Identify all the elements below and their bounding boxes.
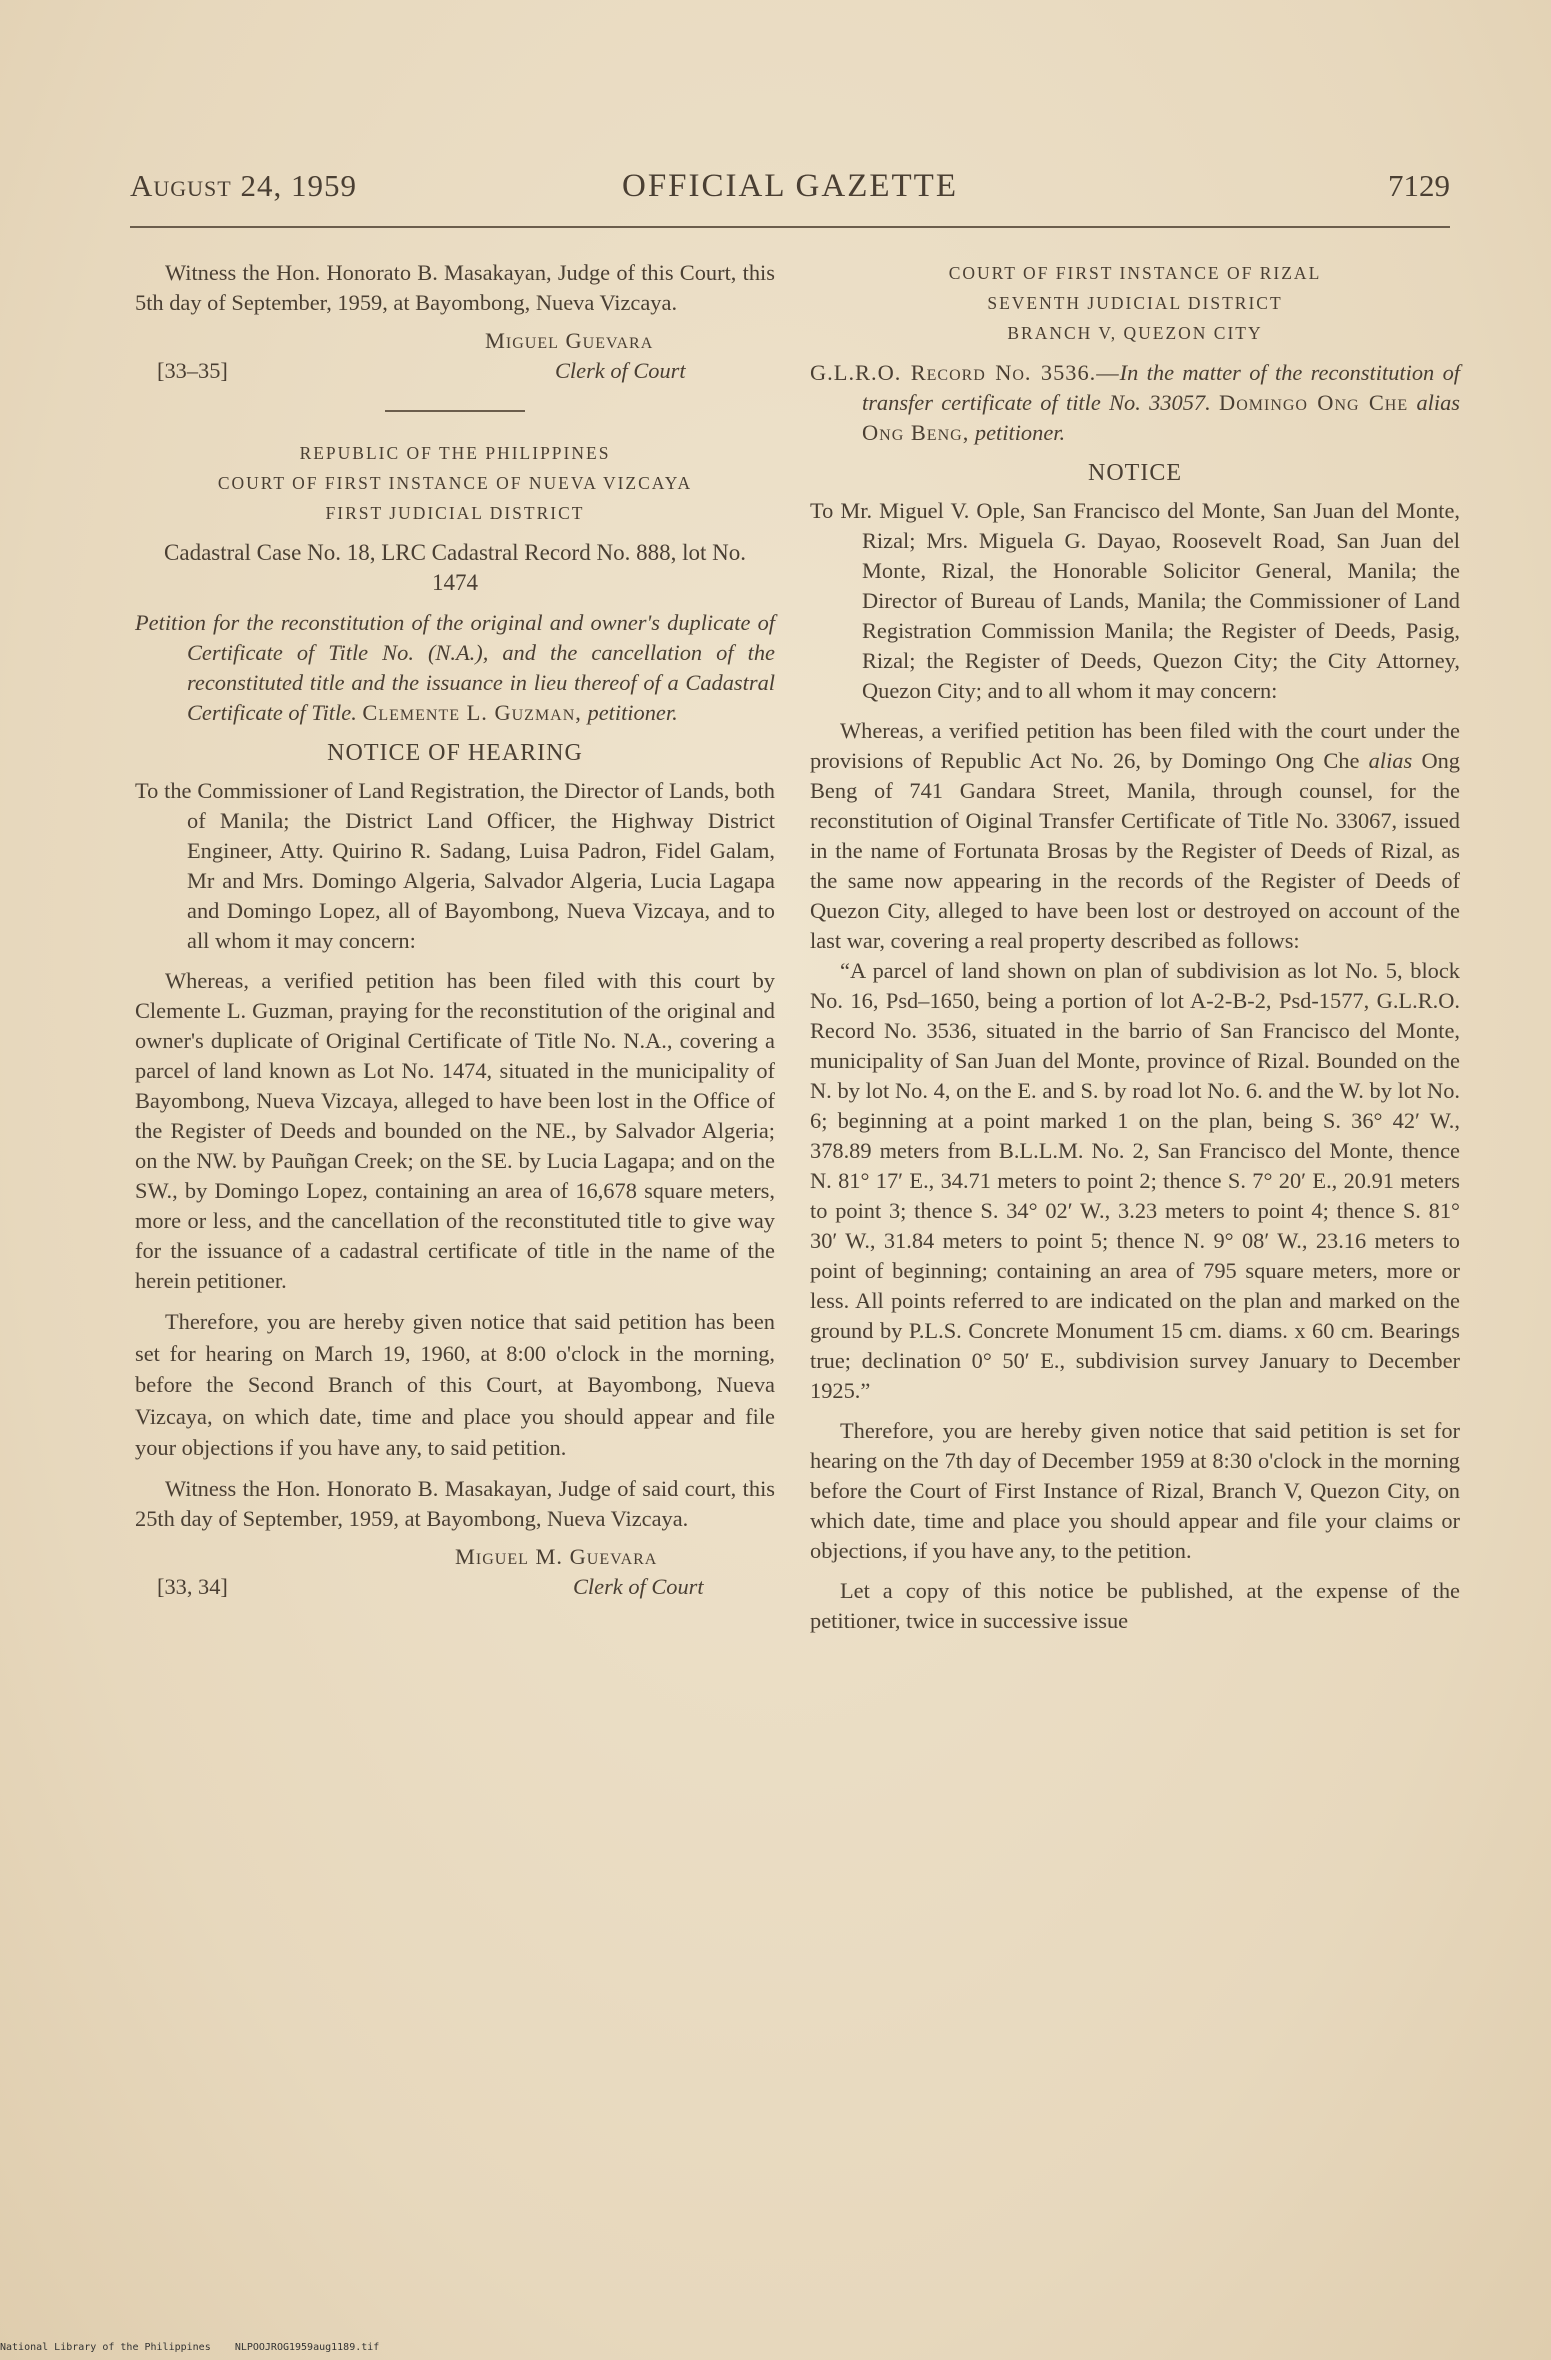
header-date: August 24, 1959 bbox=[130, 168, 357, 203]
parcel-description: “A parcel of land shown on plan of subdivision as lot No. 5, block No. 16, Psd–1650, being a portion of lot A-2-B-2, Psd-1577, G.L.R.O. Record No. 3536, situated in the barrio of San Francisco del Monte, municipality of San Juan del Monte, province of Rizal. Bounded on the N. by lot No. 4, on the E. and S. by road lot No. 6. and the W. by lot No. 6; beginning at a point marked 1 on the plan, being S. 36° 42′ W., 378.89 meters from B.L.L.M. No. 2, San Francisco del Monte, thence N. 81° 17′ E., 34.71 meters to point 2; thence S. 7° 20′ E., 20.91 meters to point 3; thence S. 34° 02′ W., 3.23 meters to point 4; thence S. 81° 30′ W., 31.84 meters to point 5; thence N. 9° 08′ W., 23.16 meters to point of beginning; containing an area of 795 square meters, more or less. All points referred to are indicated on the plan and marked on the ground by P.L.S. Concrete Monument 15 cm. diams. x 60 cm. Bearings true; declination 0° 50′ E., subdivision survey January to December 1925.” bbox=[810, 958, 1460, 1403]
alias-name: Ong Beng, bbox=[862, 420, 970, 445]
record-text: In the matter of the reconstitution of transfer certificate of title No. 33057. bbox=[862, 360, 1461, 415]
record-title bbox=[810, 358, 1460, 448]
record-label: G.L.R.O. Record No. 3536.— bbox=[810, 360, 1120, 385]
section-divider bbox=[385, 410, 525, 412]
petition-title bbox=[135, 608, 775, 728]
witness-paragraph: Witness the Hon. Honorato B. Masakayan, Judge of said court, this 25th day of September, 1959, at Bayombong, Nueva Vizcaya. bbox=[135, 1475, 775, 1531]
addressees-paragraph: To the Commissioner of Land Registration, the Director of Lands, both of Manila; the District Land Officer, the Highway District Engineer, Atty. Quirino R. Sadang, Luisa Padron, Fidel Galam, Mr and Mrs. Domingo Algeria, Salvador Algeria, Lucia Lagapa and Domingo Lopez, all of Bayombong, Nueva Vizcaya, and to all whom it may concern: bbox=[135, 778, 775, 953]
issue-reference: [33, 34] bbox=[157, 1573, 228, 1599]
petitioner-name: Clemente L. Guzman, bbox=[362, 700, 582, 725]
whereas-text: Whereas, a verified petition has been filed with the court under the provisions of Republic Act No. 26, by Domingo Ong Che bbox=[810, 718, 1460, 773]
left-column bbox=[135, 258, 775, 1608]
header-page-number: 7129 bbox=[1388, 168, 1450, 203]
witness-paragraph: Witness the Hon. Honorato B. Masakayan, Judge of this Court, this 5th day of September, 1959, at Bayombong, Nueva Vizcaya. bbox=[135, 260, 775, 315]
signature-block bbox=[135, 1542, 775, 1608]
scan-footer bbox=[0, 2342, 379, 2353]
publication-paragraph: Let a copy of this notice be published, at the expense of the petitioner, twice in successive issue bbox=[810, 1578, 1460, 1633]
petitioner-name: Domingo Ong Che bbox=[1219, 390, 1409, 415]
header-title: OFFICIAL GAZETTE bbox=[622, 168, 958, 204]
footer-library: National Library of the Philippines bbox=[0, 2342, 211, 2353]
alias-word: alias bbox=[1368, 748, 1413, 773]
alias-word: alias bbox=[1416, 390, 1460, 415]
therefore-paragraph: Therefore, you are hereby given notice that said petition has been set for hearing on March 19, 1960, at 8:00 o'clock in the morning, before the Second Branch of this Court, at Bayombong, Nueva Vizcaya, on which date, time and place you should appear and file your objections if you have any, to said petition. bbox=[135, 1309, 775, 1460]
header-rule bbox=[130, 226, 1450, 228]
therefore-paragraph: Therefore, you are hereby given notice that said petition is set for hearing on the 7th day of December 1959 at 8:30 o'clock in the morning before the Court of First Instance of Rizal, Branch V, Quezon City, on which date, time and place you should appear and file your claims or objections, if you have any, to the petition. bbox=[810, 1418, 1460, 1563]
page-header bbox=[130, 168, 1450, 218]
whereas-text: Ong Beng of 741 Gandara Street, Manila, through counsel, for the reconstitution of Oiginal Transfer Certificate of Title No. 33067, issued in the name of Fortunata Brosas by the Register of Deeds of Rizal, as the same now appearing in the records of the Register of Deeds of Quezon City, alleged to have been lost or destroyed on account of the last war, covering a real property described as follows: bbox=[810, 748, 1460, 953]
court-heading bbox=[810, 258, 1460, 348]
court-line: SEVENTH JUDICIAL DISTRICT bbox=[987, 293, 1283, 313]
right-column bbox=[810, 258, 1460, 1636]
signature-name: Miguel M. Guevara bbox=[455, 1543, 658, 1569]
court-line: COURT OF FIRST INSTANCE OF NUEVA VIZCAYA bbox=[217, 473, 693, 493]
signature-role: Clerk of Court bbox=[555, 358, 686, 383]
signature-role: Clerk of Court bbox=[573, 1573, 704, 1599]
signature-name: Miguel Guevara bbox=[485, 328, 654, 353]
court-line: BRANCH V, QUEZON CITY bbox=[1007, 323, 1263, 343]
court-line: COURT OF FIRST INSTANCE OF RIZAL bbox=[948, 263, 1322, 283]
petitioner-role: petitioner. bbox=[974, 420, 1066, 445]
addressees-paragraph: To Mr. Miguel V. Ople, San Francisco del Monte, San Juan del Monte, Rizal; Mrs. Miguela G. Dayao, Roosevelt Road, San Juan del Monte, Rizal, the Honorable Solicitor General, Manila; the Director of Bureau of Lands, Manila; the Commissioner of Land Registration Commission Manila; the Register of Deeds, Pasig, Rizal; the Register of Deeds, Quezon City; the City Attorney, Quezon City; and to all whom it may concern: bbox=[810, 498, 1460, 703]
case-number: Cadastral Case No. 18, LRC Cadastral Record No. 888, lot No. 1474 bbox=[164, 540, 746, 595]
notice-heading: NOTICE bbox=[1088, 460, 1182, 486]
issue-reference: [33–35] bbox=[157, 358, 228, 383]
notice-heading: NOTICE OF HEARING bbox=[327, 740, 583, 766]
whereas-paragraph: Whereas, a verified petition has been filed with this court by Clemente L. Guzman, praying for the reconstitution of the original and owner's duplicate of Original Certificate of Title No. N.A., covering a parcel of land known as Lot No. 1474, situated in the municipality of Bayombong, Nueva Vizcaya, alleged to have been lost in the Office of the Register of Deeds and bounded on the NE., by Salvador Algeria; on the NW. by Pauñgan Creek; on the SE. by Lucia Lagapa; and on the SW., by Domingo Lopez, containing an area of 16,678 square meters, more or less, and the cancellation of the reconstituted title to give way for the issuance of a cadastral certificate of title in the name of the herein petitioner. bbox=[135, 968, 775, 1293]
court-line: FIRST JUDICIAL DISTRICT bbox=[325, 503, 585, 523]
signature-block bbox=[135, 326, 775, 392]
petitioner-role: petitioner. bbox=[587, 700, 678, 725]
footer-file: NLPOOJROG1959aug1189.tif bbox=[234, 2342, 380, 2353]
petition-text: Petition for the reconstitution of the original and owner's duplicate of Certificate of Title No. (N.A.), and the cancellation of the reconstituted title and the issuance in lieu thereof of a Cadastral Certificate of Title. bbox=[135, 610, 775, 725]
court-line: REPUBLIC OF THE PHILIPPINES bbox=[299, 443, 611, 463]
whereas-paragraph bbox=[810, 716, 1460, 956]
court-heading bbox=[135, 438, 775, 528]
